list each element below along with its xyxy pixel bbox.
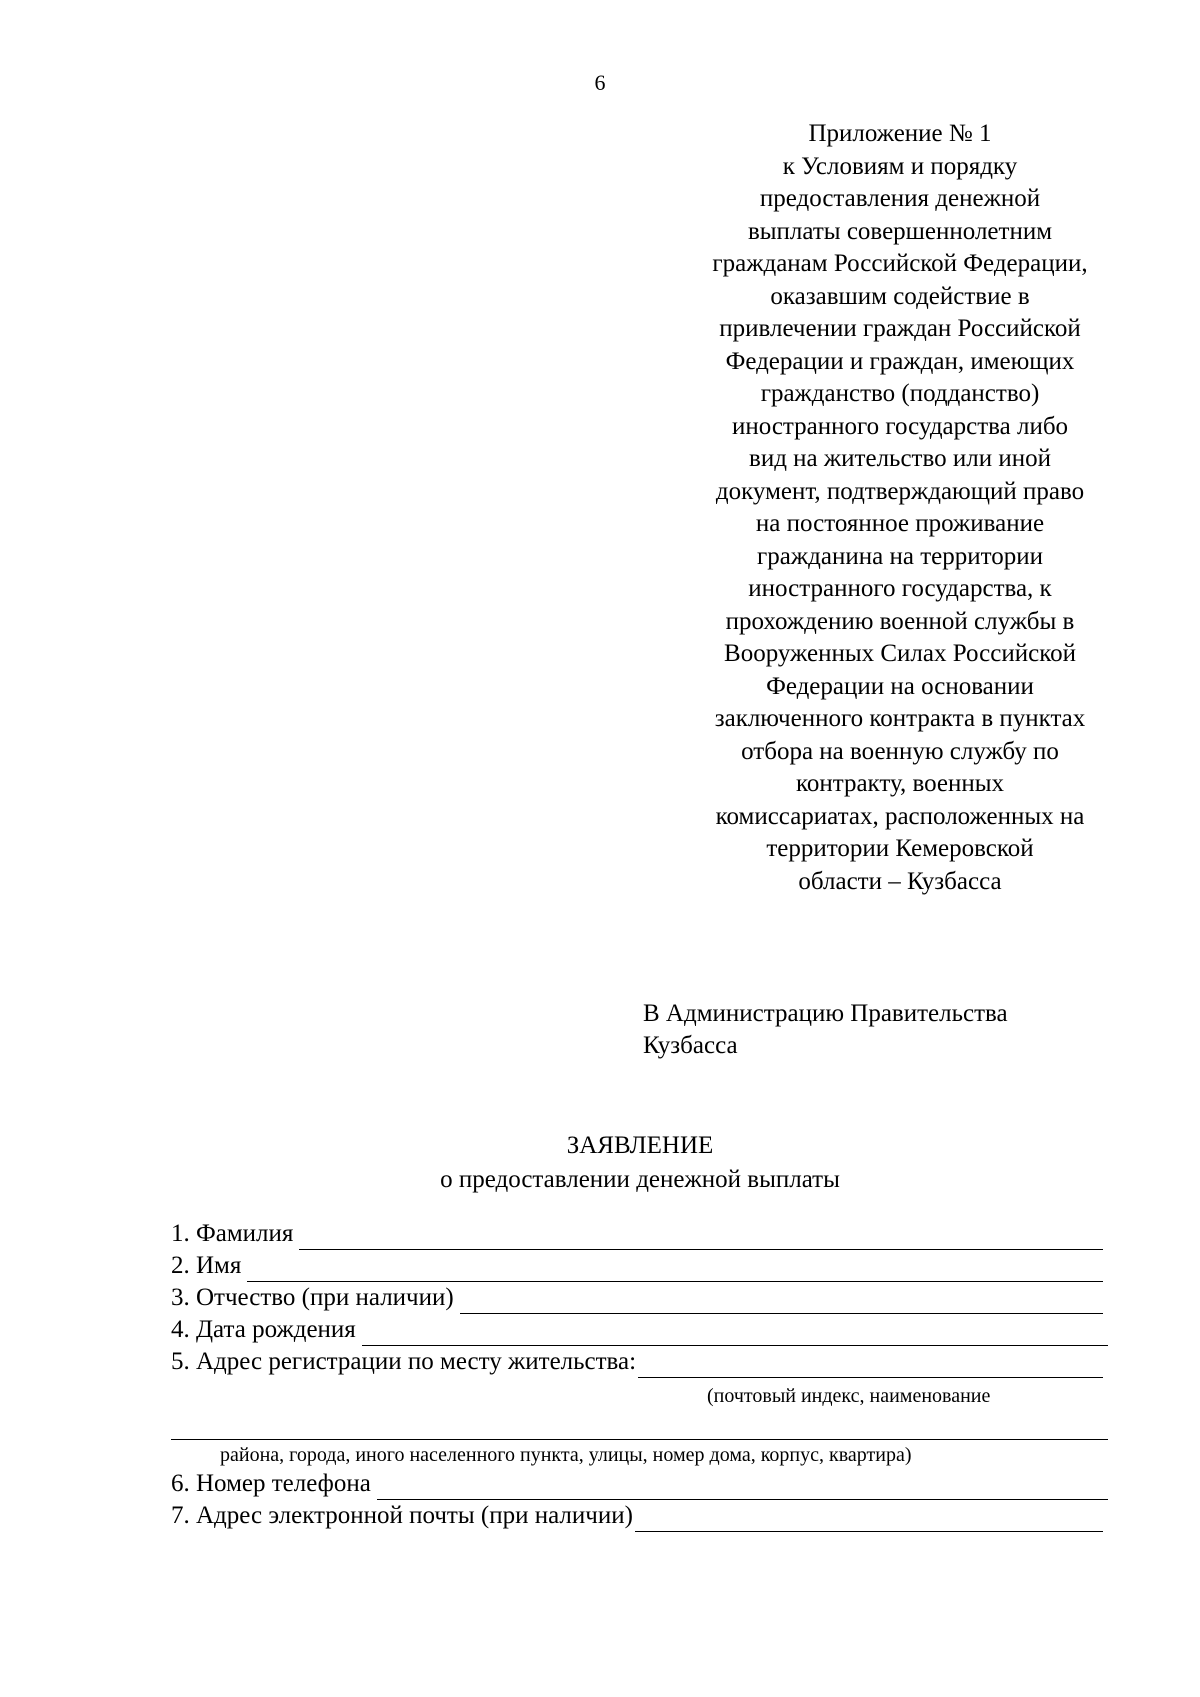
address-blank[interactable]	[638, 1353, 1103, 1378]
address-hint-bottom: района, города, иного населенного пункта, улицы, номер дома, корпус, квартира)	[220, 1444, 912, 1466]
name-blank[interactable]	[247, 1257, 1103, 1282]
address-hint-top: (почтовый индекс, наименование	[707, 1385, 991, 1407]
page-number: 6	[594, 70, 606, 95]
appendix-line: комиссариатах, расположенных на	[715, 802, 1085, 830]
birth-date-blank[interactable]	[362, 1321, 1108, 1346]
appendix-line: выплаты совершеннолетним	[747, 217, 1053, 245]
appendix-line: территории Кемеровской	[766, 835, 1034, 862]
patronymic-field[interactable]	[171, 1282, 1103, 1314]
email-blank[interactable]	[635, 1507, 1103, 1532]
appendix-line: иностранного государства, к	[748, 575, 1052, 602]
phone-label: 6. Номер телефона	[171, 1470, 371, 1497]
addressee-line: В Администрацию Правительства	[643, 1000, 1008, 1027]
appendix-line: гражданам Российской Федерации,	[712, 250, 1088, 277]
appendix-line: отбора на военную службу по	[741, 737, 1059, 765]
name-field[interactable]	[171, 1250, 1103, 1282]
birth-date-label: 4. Дата рождения	[171, 1316, 356, 1343]
appendix-line: на постоянное проживание	[755, 510, 1045, 537]
address-label: 5. Адрес регистрации по месту жительства:	[171, 1348, 637, 1375]
name-label: 2. Имя	[171, 1252, 242, 1279]
address-field[interactable]	[171, 1346, 1103, 1378]
appendix-line: прохождению военной службы в	[725, 607, 1075, 635]
surname-field[interactable]	[171, 1218, 1103, 1250]
appendix-line: иностранного государства либо	[731, 412, 1069, 440]
appendix-line: области – Кузбасса	[798, 867, 1002, 895]
surname-blank[interactable]	[299, 1225, 1103, 1250]
appendix-header	[670, 118, 1130, 898]
email-label: 7. Адрес электронной почты (при наличии)	[171, 1502, 633, 1529]
phone-field[interactable]	[171, 1468, 1108, 1500]
appendix-line: оказавшим содействие в	[770, 282, 1030, 310]
appendix-line: Федерации и граждан, имеющих	[725, 347, 1075, 375]
appendix-line: к Условиям и порядку	[782, 152, 1018, 180]
appendix-line: Приложение № 1	[808, 120, 992, 147]
birth-date-field[interactable]	[171, 1314, 1108, 1346]
address-continuation-blank[interactable]	[171, 1439, 1108, 1440]
phone-blank[interactable]	[377, 1475, 1108, 1500]
appendix-line: Вооруженных Силах Российской	[724, 640, 1076, 667]
appendix-line: гражданина на территории	[757, 542, 1043, 570]
email-field[interactable]	[171, 1500, 1103, 1532]
addressee-line: Кузбасса	[643, 1032, 738, 1059]
document-title: ЗАЯВЛЕНИЕ	[566, 1132, 714, 1159]
appendix-line: документ, подтверждающий право	[715, 477, 1085, 505]
appendix-line: заключенного контракта в пунктах	[714, 705, 1086, 732]
appendix-line: предоставления денежной	[759, 185, 1041, 212]
appendix-line: Федерации на основании	[766, 672, 1034, 700]
appendix-line: контракту, военных	[795, 770, 1005, 797]
addressee-block	[643, 998, 1163, 1062]
patronymic-blank[interactable]	[460, 1289, 1103, 1314]
surname-label: 1. Фамилия	[171, 1220, 294, 1247]
document-subtitle: о предоставлении денежной выплаты	[440, 1166, 840, 1193]
appendix-line: привлечении граждан Российской	[719, 315, 1081, 342]
appendix-line: гражданство (подданство)	[760, 380, 1040, 407]
patronymic-label: 3. Отчество (при наличии)	[171, 1284, 454, 1311]
appendix-line: вид на жительство или иной	[749, 445, 1051, 472]
